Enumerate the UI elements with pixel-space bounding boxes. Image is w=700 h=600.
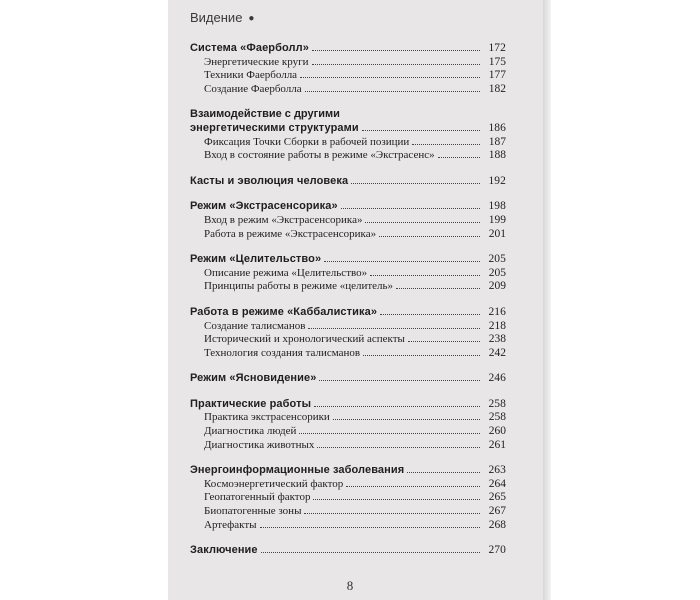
toc-entry-title: Диагностика людей <box>204 425 297 438</box>
toc-entry-title: Вход в режим «Экстрасенсорика» <box>204 213 363 226</box>
toc-entry-title: Энергетические круги <box>204 55 309 68</box>
toc-section <box>190 464 506 478</box>
toc-page-number: 187 <box>488 135 506 148</box>
toc-leader <box>314 406 480 407</box>
toc-entry-title: Космоэнергетический фактор <box>204 477 344 490</box>
toc-page-number: 209 <box>488 280 506 293</box>
toc-leader <box>341 208 480 209</box>
toc-leader <box>365 222 480 223</box>
toc-entry <box>190 320 506 334</box>
toc-section-title: Касты и эволюция человека <box>190 174 349 187</box>
toc-section <box>190 175 506 189</box>
toc-leader <box>438 157 480 158</box>
toc-entry <box>190 411 506 425</box>
toc-entry-title: Вход в состояние работы в режиме «Экстрасенс» <box>204 149 435 162</box>
toc-leader <box>261 552 480 553</box>
toc-page-number: 205 <box>488 253 506 266</box>
toc-page-number: 261 <box>488 438 506 451</box>
toc-leader <box>300 77 480 78</box>
toc-page-number: 218 <box>488 319 506 332</box>
toc-page-number: 186 <box>488 121 506 134</box>
toc-entry <box>190 56 506 70</box>
toc-section <box>190 253 506 267</box>
toc-section <box>190 398 506 412</box>
toc-entry-title: Технология создания талисманов <box>204 346 361 359</box>
toc-entry <box>190 491 506 505</box>
toc-page-number: 188 <box>488 149 506 162</box>
folio <box>0 578 700 594</box>
toc-section-title: Заключение <box>190 544 258 557</box>
toc-section-title-line: Взаимодействие с другими <box>190 108 340 121</box>
toc-entry <box>190 69 506 83</box>
toc-page-number: 265 <box>488 491 506 504</box>
toc-entry-title: Геопатогенный фактор <box>204 491 311 504</box>
toc-entry <box>190 214 506 228</box>
toc-page-number: 263 <box>488 464 506 477</box>
page-edge <box>543 0 551 600</box>
toc-entry-title: Артефакты <box>204 518 257 531</box>
toc-entry <box>190 478 506 492</box>
toc-page-number: 182 <box>488 82 506 95</box>
toc-page-number: 172 <box>488 42 506 54</box>
toc-leader <box>312 64 480 65</box>
running-head <box>190 10 254 25</box>
toc-leader <box>260 527 480 528</box>
toc-entry-title: Фиксация Точки Сборки в рабочей позиции <box>204 135 410 148</box>
toc-entry <box>190 505 506 519</box>
toc-page-number: 258 <box>488 411 506 424</box>
toc-entry-title: Создание Фаерболла <box>204 82 302 95</box>
toc-section <box>190 122 506 136</box>
toc-entry <box>190 228 506 242</box>
toc-page-number: 198 <box>488 200 506 213</box>
toc-leader <box>379 236 480 237</box>
toc-section <box>190 42 506 56</box>
toc-section <box>190 200 506 214</box>
toc-page-number: 201 <box>488 227 506 240</box>
toc-leader <box>407 472 480 473</box>
toc-leader <box>362 130 480 131</box>
running-head-title: Видение <box>190 10 243 25</box>
toc-entry <box>190 83 506 97</box>
toc-entry-title: Создание талисманов <box>204 319 306 332</box>
toc-leader <box>363 355 480 356</box>
toc-entry <box>190 149 506 163</box>
toc-entry-title: Принципы работы в режиме «целитель» <box>204 280 394 293</box>
toc-leader <box>408 341 480 342</box>
toc-leader <box>370 275 480 276</box>
toc-entry-title: Описание режима «Целительство» <box>204 266 368 279</box>
toc-page-number: 267 <box>488 505 506 518</box>
toc-section-title: Режим «Экстрасенсорика» <box>190 200 338 213</box>
toc-leader <box>333 419 480 420</box>
toc-section-title: Режим «Целительство» <box>190 253 322 266</box>
toc-entry-title: Диагностика животных <box>204 438 315 451</box>
toc-page-number: 216 <box>488 305 506 318</box>
toc-page-number: 199 <box>488 213 506 226</box>
toc-entry <box>190 347 506 361</box>
toc-entry <box>190 425 506 439</box>
toc-leader <box>308 328 480 329</box>
toc-page-number: 177 <box>488 69 506 82</box>
toc-entry-title: Техники Фаерболла <box>204 69 298 82</box>
table-of-contents <box>190 42 506 558</box>
toc-section <box>190 306 506 320</box>
toc-page-number: 258 <box>488 397 506 410</box>
toc-entry <box>190 280 506 294</box>
toc-entry <box>190 519 506 533</box>
toc-section <box>190 372 506 386</box>
toc-section <box>190 544 506 558</box>
toc-leader <box>312 50 480 51</box>
toc-entry <box>190 333 506 347</box>
toc-section-title: Энергоинформационные заболевания <box>190 464 405 477</box>
toc-leader <box>412 144 480 145</box>
bullet-icon: ● <box>248 13 255 25</box>
toc-section-title: Система «Фаерболл» <box>190 42 309 54</box>
toc-leader <box>396 288 480 289</box>
toc-page-number: 175 <box>488 55 506 68</box>
toc-leader <box>313 499 480 500</box>
toc-entry-title: Практика экстрасенсорики <box>204 411 330 424</box>
toc-entry <box>190 439 506 453</box>
toc-page-number: 192 <box>488 174 506 187</box>
toc-entry-title: Исторический и хронологический аспекты <box>204 333 405 346</box>
toc-entry-title: Работа в режиме «Экстрасенсорика» <box>204 227 377 240</box>
toc-leader <box>380 314 480 315</box>
toc-entry <box>190 267 506 281</box>
toc-page-number: 268 <box>488 518 506 531</box>
toc-section-title: Практические работы <box>190 397 312 410</box>
toc-leader <box>305 91 480 92</box>
toc-page-number: 260 <box>488 425 506 438</box>
toc-section-title: Режим «Ясновидение» <box>190 372 317 385</box>
toc-leader <box>319 380 480 381</box>
toc-page-number: 246 <box>488 372 506 385</box>
toc-leader <box>324 261 480 262</box>
toc-page-number: 242 <box>488 346 506 359</box>
toc-page-number: 264 <box>488 477 506 490</box>
toc-leader <box>304 513 480 514</box>
page-number: 8 <box>346 578 354 593</box>
toc-entry <box>190 136 506 150</box>
toc-page-number: 205 <box>488 266 506 279</box>
toc-section-title: Работа в режиме «Каббалистика» <box>190 305 378 318</box>
toc-leader <box>346 486 480 487</box>
toc-leader <box>317 447 480 448</box>
toc-page-number: 238 <box>488 333 506 346</box>
toc-leader <box>299 433 480 434</box>
toc-entry-title: Биопатогенные зоны <box>204 505 302 518</box>
toc-page-number: 270 <box>488 544 506 557</box>
toc-section-title: энергетическими структурами <box>190 121 359 134</box>
toc-leader <box>351 183 480 184</box>
